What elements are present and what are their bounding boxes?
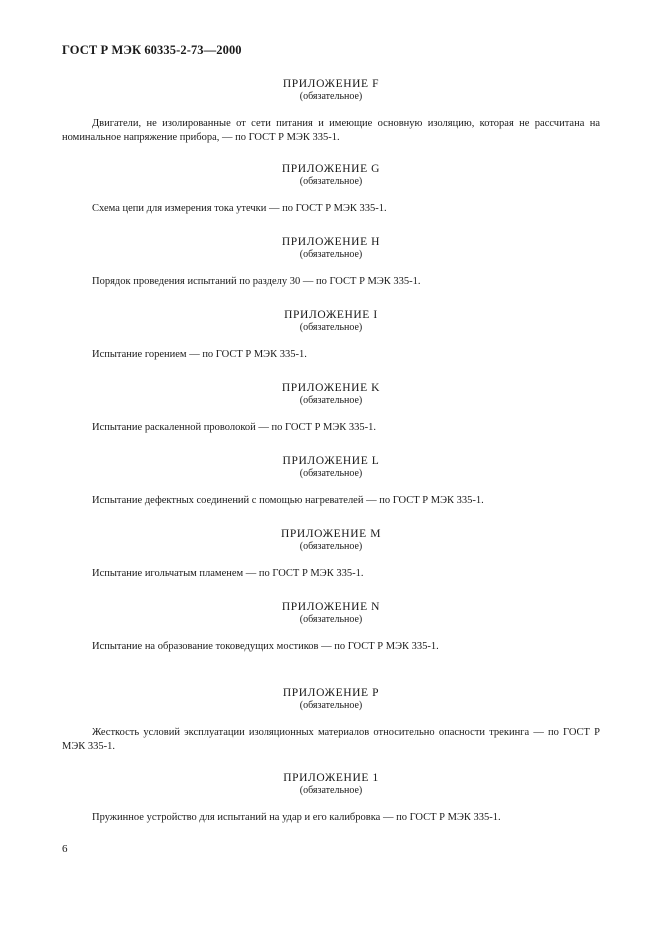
appendix-g bbox=[62, 163, 600, 216]
appendix-title: ПРИЛОЖЕНИЕ G bbox=[281, 163, 381, 175]
appendix-subtitle: (обязательное) bbox=[299, 785, 363, 796]
appendix-k bbox=[62, 382, 600, 435]
appendix-subtitle: (обязательное) bbox=[299, 91, 363, 102]
appendix-1 bbox=[62, 772, 600, 825]
appendix-l bbox=[62, 455, 600, 508]
appendix-text: Испытание игольчатым пламенем — по ГОСТ Р МЭК 335-1. bbox=[92, 568, 364, 579]
appendix-subtitle: (обязательное) bbox=[299, 249, 363, 260]
appendix-subtitle: (обязательное) bbox=[299, 322, 363, 333]
appendix-text: Испытание дефектных соединений с помощью нагревателей — по ГОСТ Р МЭК 335-1. bbox=[92, 495, 484, 506]
appendix-text: Двигатели, не изолированные от сети питания и имеющие основную изоляцию, которая не рассчитана на номинальное напряжение прибора, — по ГОСТ Р МЭК 335-1. bbox=[62, 118, 600, 143]
appendix-m bbox=[62, 528, 600, 581]
appendix-text: Жесткость условий эксплуатации изоляционных материалов относительно опасности трекинга — по ГОСТ Р МЭК 335-1. bbox=[62, 727, 600, 752]
appendix-subtitle: (обязательное) bbox=[299, 700, 363, 711]
appendix-subtitle: (обязательное) bbox=[299, 468, 363, 479]
appendix-title: ПРИЛОЖЕНИЕ P bbox=[282, 687, 380, 699]
page-number: 6 bbox=[62, 843, 68, 855]
appendix-title: ПРИЛОЖЕНИЕ F bbox=[282, 78, 380, 90]
appendix-text: Испытание на образование токоведущих мостиков — по ГОСТ Р МЭК 335-1. bbox=[92, 641, 439, 652]
appendix-p bbox=[62, 687, 600, 754]
appendix-text: Порядок проведения испытаний по разделу 30 — по ГОСТ Р МЭК 335-1. bbox=[92, 276, 421, 287]
appendix-f bbox=[62, 78, 600, 145]
appendix-i bbox=[62, 309, 600, 362]
appendix-title: ПРИЛОЖЕНИЕ I bbox=[284, 309, 378, 321]
appendix-title: ПРИЛОЖЕНИЕ L bbox=[282, 455, 380, 467]
appendix-title: ПРИЛОЖЕНИЕ H bbox=[281, 236, 381, 248]
appendix-title: ПРИЛОЖЕНИЕ N bbox=[281, 601, 381, 613]
appendix-subtitle: (обязательное) bbox=[299, 395, 363, 406]
appendix-subtitle: (обязательное) bbox=[299, 541, 363, 552]
appendix-n bbox=[62, 601, 600, 654]
appendix-text: Схема цепи для измерения тока утечки — по ГОСТ Р МЭК 335-1. bbox=[92, 203, 387, 214]
appendix-text: Пружинное устройство для испытаний на удар и его калибровка — по ГОСТ Р МЭК 335-1. bbox=[92, 812, 501, 823]
appendix-h bbox=[62, 236, 600, 289]
appendix-text: Испытание раскаленной проволокой — по ГОСТ Р МЭК 335-1. bbox=[92, 422, 377, 433]
appendix-text: Испытание горением — по ГОСТ Р МЭК 335-1. bbox=[92, 349, 307, 360]
appendix-subtitle: (обязательное) bbox=[299, 614, 363, 625]
appendix-title: ПРИЛОЖЕНИЕ M bbox=[280, 528, 382, 540]
appendix-subtitle: (обязательное) bbox=[299, 176, 363, 187]
document-header: ГОСТ Р МЭК 60335-2-73—2000 bbox=[62, 43, 242, 57]
appendix-title: ПРИЛОЖЕНИЕ 1 bbox=[283, 772, 379, 784]
appendix-title: ПРИЛОЖЕНИЕ K bbox=[281, 382, 381, 394]
